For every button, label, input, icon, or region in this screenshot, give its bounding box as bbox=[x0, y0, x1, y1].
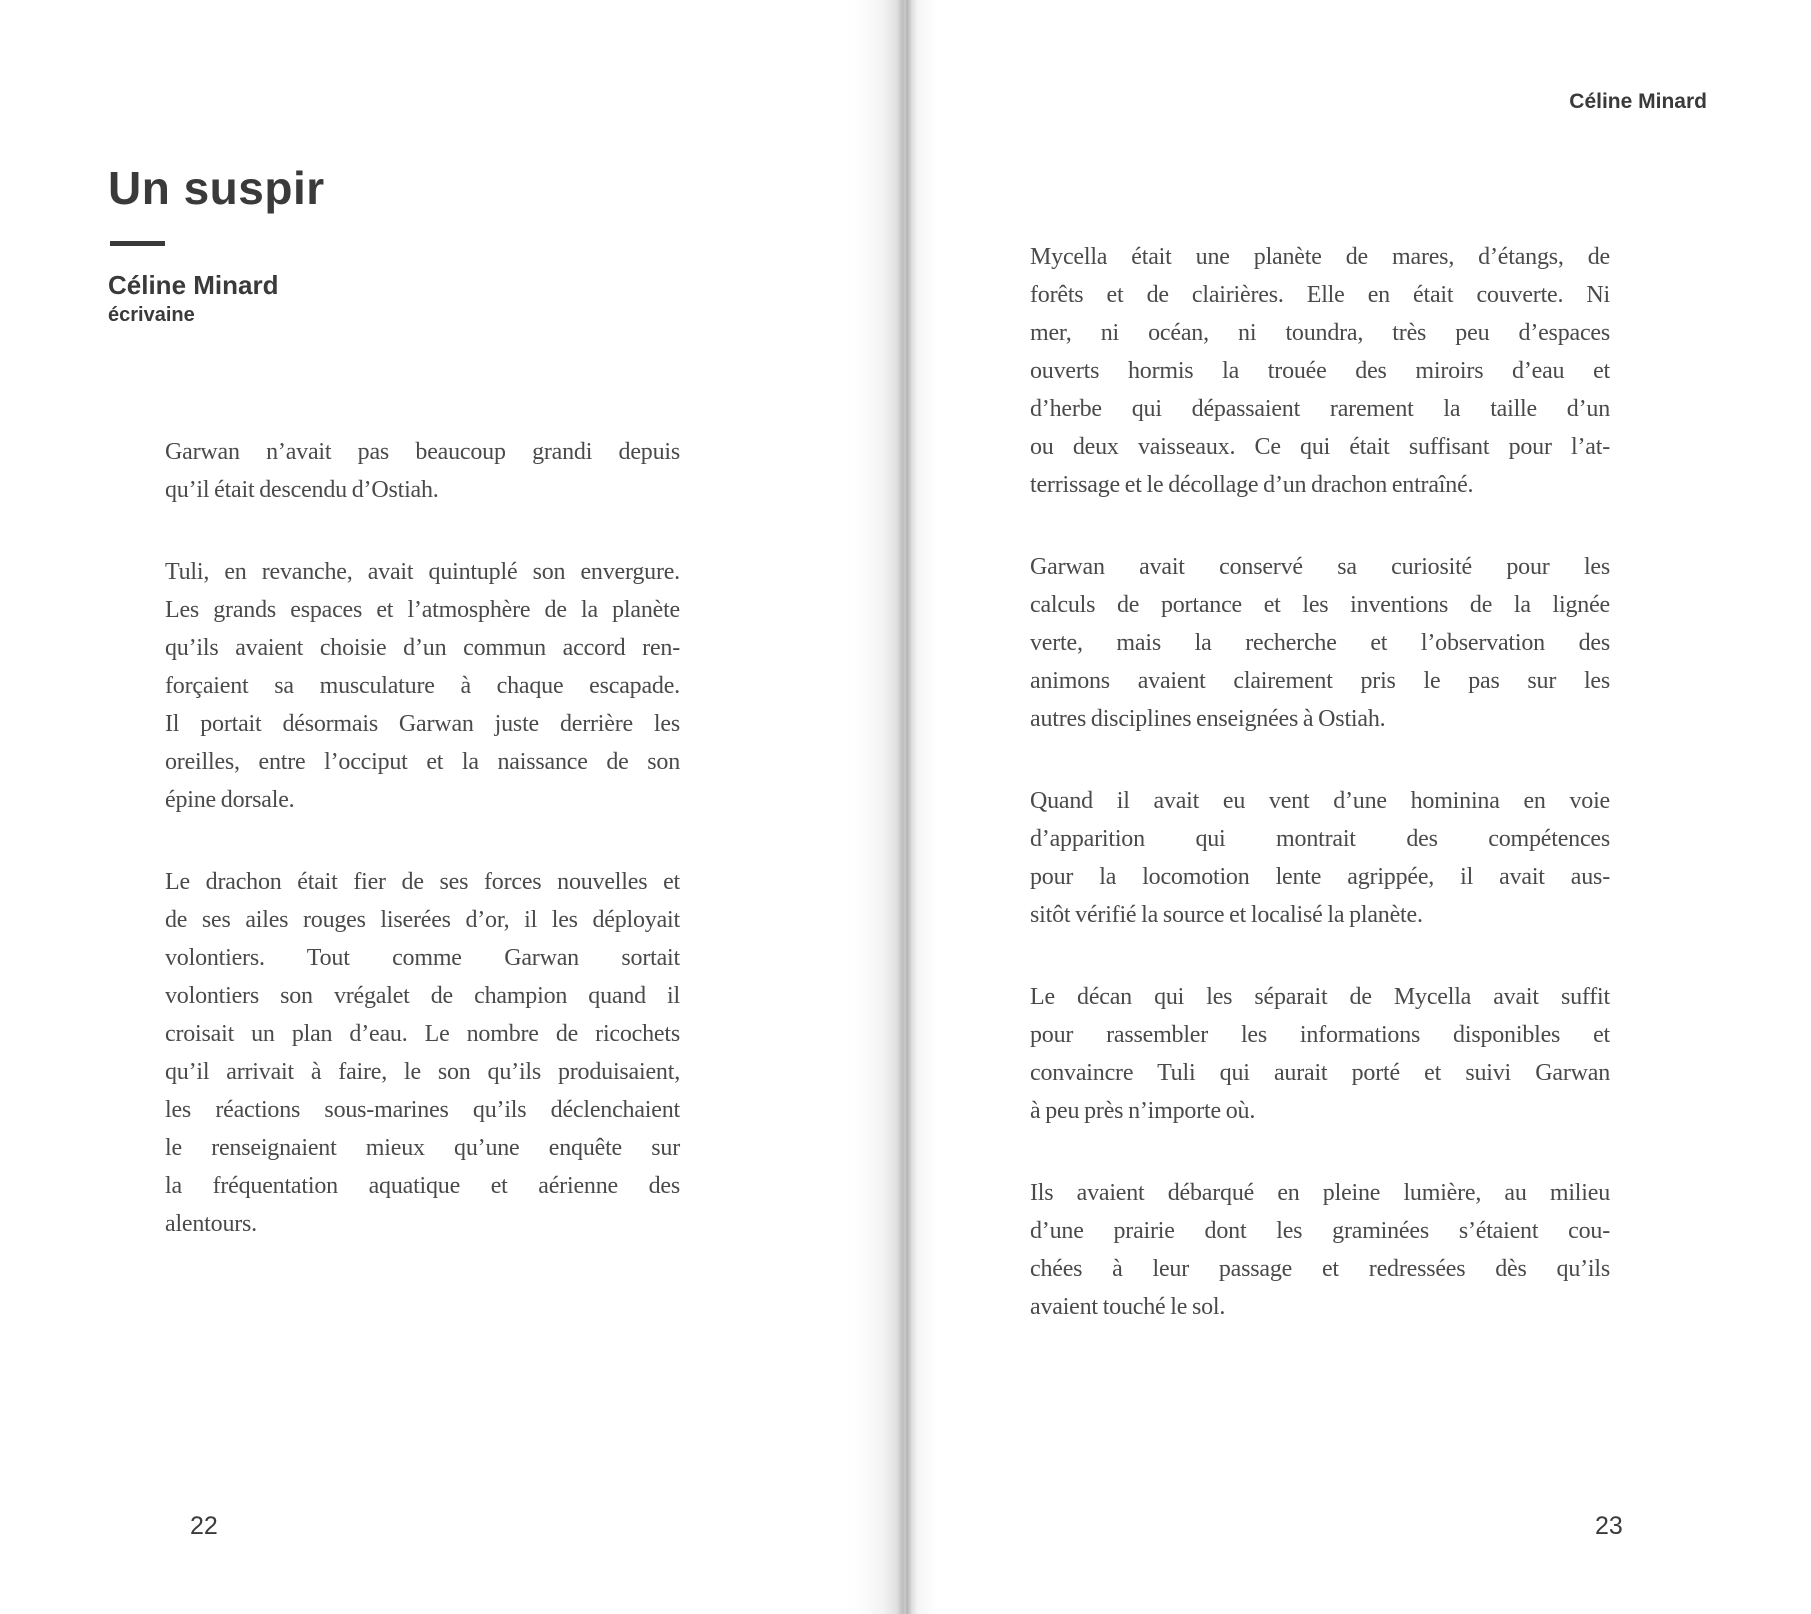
text-line: Tuli, en revanche, avait quintuplé son envergure. bbox=[165, 559, 680, 585]
paragraph bbox=[165, 433, 680, 509]
page-title: Un suspir bbox=[108, 162, 325, 214]
text-line: le renseignaient mieux qu’une enquête sur bbox=[165, 1135, 680, 1161]
text-line: qu’ils avaient choisie d’un commun accord ren- bbox=[165, 635, 680, 661]
right-page-body-text bbox=[1030, 238, 1610, 1326]
text-line: Il portait désormais Garwan juste derrière les bbox=[165, 711, 680, 737]
text-line: chées à leur passage et redressées dès qu’ils bbox=[1030, 1256, 1610, 1282]
text-line: terrissage et le décollage d’un drachon entraîné. bbox=[1030, 472, 1474, 498]
page-number-left: 22 bbox=[190, 1512, 218, 1540]
text-line: Quand il avait eu vent d’une hominina en voie bbox=[1030, 788, 1610, 814]
text-line: Garwan n’avait pas beaucoup grandi depuis bbox=[165, 439, 680, 465]
text-line: forêts et de clairières. Elle en était couverte. Ni bbox=[1030, 282, 1610, 308]
text-line: d’une prairie dont les graminées s’étaient cou- bbox=[1030, 1218, 1610, 1244]
text-line: avaient touché le sol. bbox=[1030, 1294, 1226, 1320]
text-line: la fréquentation aquatique et aérienne des bbox=[165, 1173, 680, 1199]
paragraph bbox=[1030, 978, 1610, 1130]
text-line: oreilles, entre l’occiput et la naissance de son bbox=[165, 749, 680, 775]
text-line: de ses ailes rouges liserées d’or, il les déployait bbox=[165, 907, 680, 933]
paragraph bbox=[1030, 782, 1610, 934]
text-line: Le décan qui les séparait de Mycella avait suffit bbox=[1030, 984, 1610, 1010]
text-line: pour la locomotion lente agrippée, il avait aus- bbox=[1030, 864, 1610, 890]
text-line: Mycella était une planète de mares, d’étangs, de bbox=[1030, 244, 1610, 270]
text-line: volontiers son vrégalet de champion quand il bbox=[165, 983, 680, 1009]
text-line: verte, mais la recherche et l’observation des bbox=[1030, 630, 1610, 656]
book-spine-shadow bbox=[845, 0, 937, 1614]
left-page-body-text bbox=[165, 433, 680, 1243]
author-name: Céline Minard bbox=[108, 270, 279, 300]
text-line: animons avaient clairement pris le pas sur les bbox=[1030, 668, 1610, 694]
text-line: calculs de portance et les inventions de la lignée bbox=[1030, 592, 1610, 618]
text-line: qu’il était descendu d’Ostiah. bbox=[165, 477, 439, 503]
text-line: d’herbe qui dépassaient rarement la taille d’un bbox=[1030, 396, 1610, 422]
title-rule-divider bbox=[110, 241, 165, 246]
text-line: autres disciplines enseignées à Ostiah. bbox=[1030, 706, 1386, 732]
text-line: forçaient sa musculature à chaque escapade. bbox=[165, 673, 680, 699]
text-line: pour rassembler les informations disponibles et bbox=[1030, 1022, 1610, 1048]
text-line: mer, ni océan, ni toundra, très peu d’espaces bbox=[1030, 320, 1610, 346]
text-line: ouverts hormis la trouée des miroirs d’eau et bbox=[1030, 358, 1610, 384]
paragraph bbox=[1030, 1174, 1610, 1326]
text-line: Le drachon était fier de ses forces nouvelles et bbox=[165, 869, 680, 895]
text-line: à peu près n’importe où. bbox=[1030, 1098, 1256, 1124]
text-line: convaincre Tuli qui aurait porté et suivi Garwan bbox=[1030, 1060, 1610, 1086]
paragraph bbox=[1030, 238, 1610, 504]
text-line: ou deux vaisseaux. Ce qui était suffisant pour l’at- bbox=[1030, 434, 1610, 460]
author-role: écrivaine bbox=[108, 304, 195, 326]
text-line: Garwan avait conservé sa curiosité pour les bbox=[1030, 554, 1610, 580]
text-line: Ils avaient débarqué en pleine lumière, au milieu bbox=[1030, 1180, 1610, 1206]
text-line: les réactions sous-marines qu’ils déclenchaient bbox=[165, 1097, 680, 1123]
text-line: qu’il arrivait à faire, le son qu’ils produisaient, bbox=[165, 1059, 680, 1085]
text-line: épine dorsale. bbox=[165, 787, 295, 813]
text-line: sitôt vérifié la source et localisé la planète. bbox=[1030, 902, 1423, 928]
text-line: Les grands espaces et l’atmosphère de la planète bbox=[165, 597, 680, 623]
text-line: d’apparition qui montrait des compétences bbox=[1030, 826, 1610, 852]
running-header-author: Céline Minard bbox=[1569, 90, 1707, 113]
paragraph bbox=[1030, 548, 1610, 738]
paragraph bbox=[165, 863, 680, 1243]
text-line: volontiers. Tout comme Garwan sortait bbox=[165, 945, 680, 971]
text-line: croisait un plan d’eau. Le nombre de ricochets bbox=[165, 1021, 680, 1047]
paragraph bbox=[165, 553, 680, 819]
text-line: alentours. bbox=[165, 1211, 257, 1237]
page-number-right: 23 bbox=[1595, 1512, 1623, 1540]
